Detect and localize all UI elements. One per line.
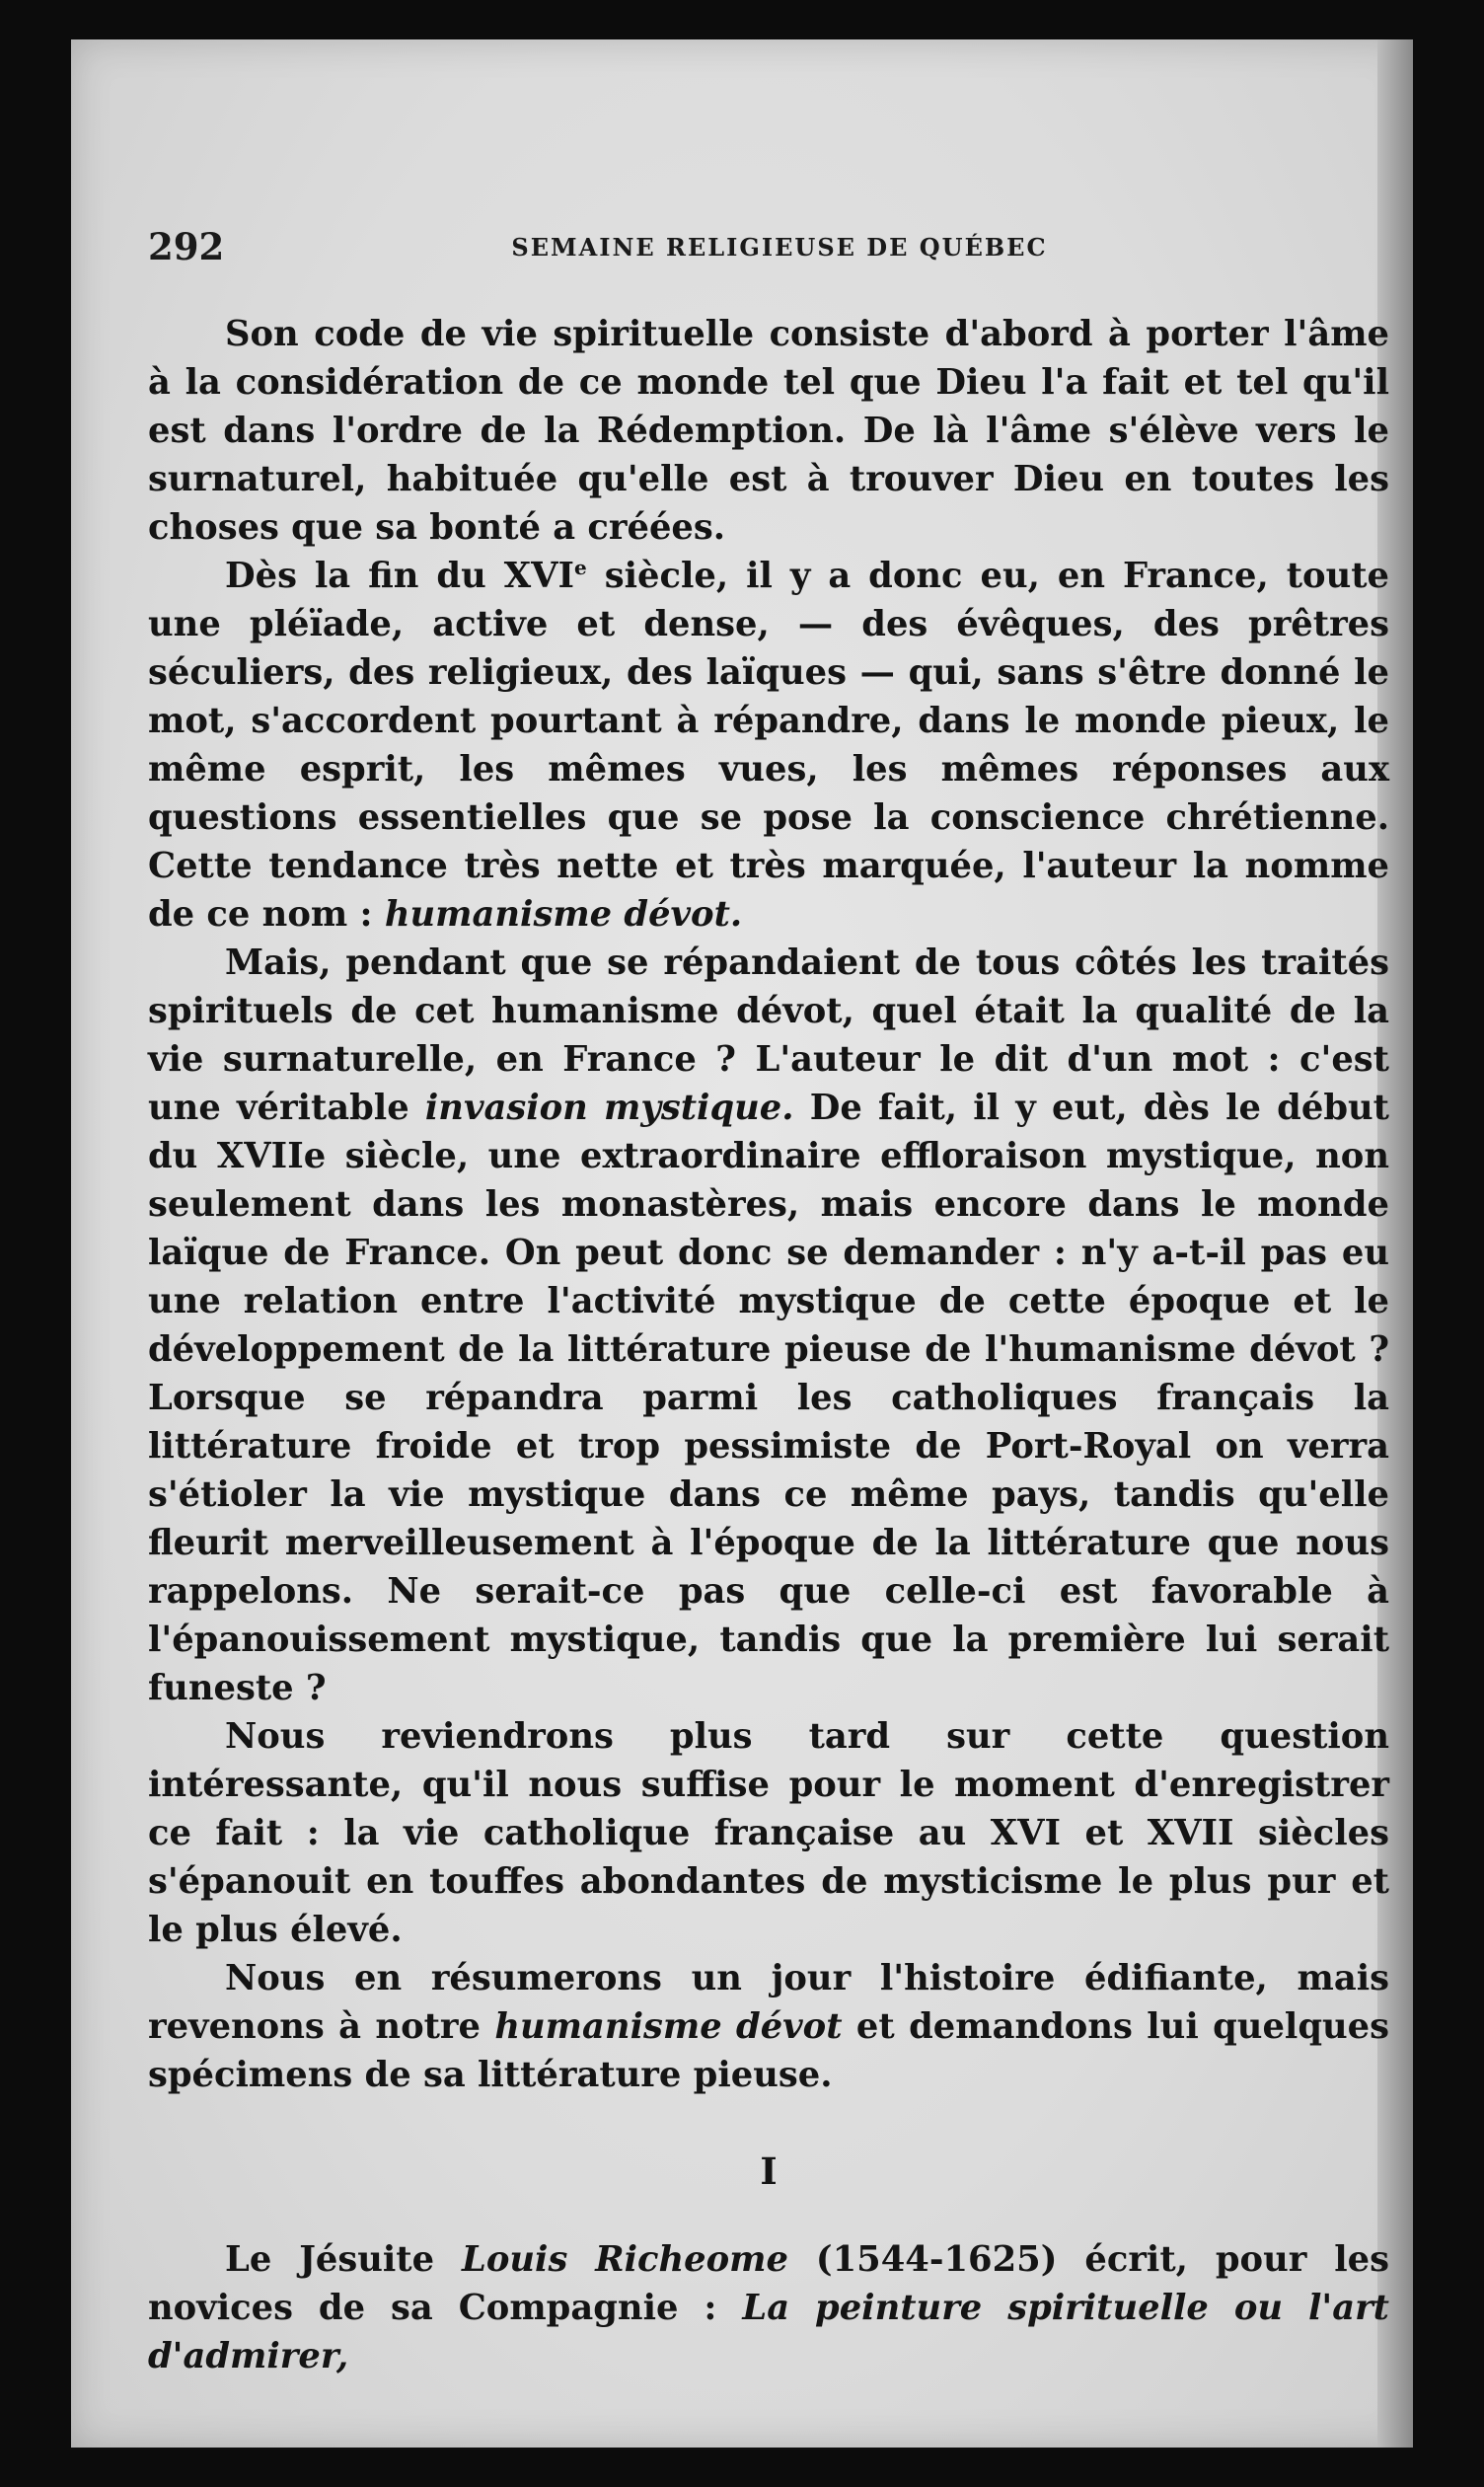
final-text-b: (1544-1625) écrit, pour les novices de sa Compagnie : [148, 2239, 1390, 2328]
paragraph-4-text: Nous reviendrons plus tard sur cette question intéressante, qu'il nous suffise pour le moment d'enregistrer ce fait : la vie catholique française au XVI et XVII siècles s'épanouit en touffes abondantes de mysticisme le plus pur et le plus élevé. [148, 1716, 1389, 1950]
paragraph-2 [148, 552, 1389, 939]
paragraph-5-italic: humanisme dévot [494, 2006, 843, 2047]
paragraph-1-text: Son code de vie spirituelle consiste d'abord à porter l'âme à la considération de ce monde tel que Dieu l'a fait et tel qu'il est dans l'ordre de la Rédemption. De là l'âme s'élève vers le surnaturel, habituée qu'elle est à trouver Dieu en toutes les choses que sa bonté a créées. [148, 314, 1389, 548]
page-number: 292 [148, 225, 225, 268]
paragraph-3-text-a: Mais, pendant que se répandaient de tous côtés les traités spirituels de cet humanisme dévot, quel était la qualité de la vie surnaturelle, en France ? L'auteur le dit d'un mot : c'est une véritable [148, 942, 1389, 1128]
final-italic-title: La peinture spirituelle ou l'art d'admirer, [148, 2288, 1389, 2376]
paragraph-final [148, 2235, 1389, 2380]
running-head: SEMAINE RELIGIEUSE DE QUÉBEC [511, 233, 1048, 262]
section-number: I [760, 2149, 778, 2193]
paragraph-2-text-a: Dès la fin du XVI [225, 556, 575, 596]
paragraph-3 [148, 939, 1389, 1712]
paragraph-3-italic: invasion mystique. [424, 1088, 794, 1128]
superscript-e: e [574, 556, 587, 580]
final-text-a: Le Jésuite [225, 2239, 463, 2280]
paragraph-5 [148, 1954, 1389, 2099]
paragraph-1 [148, 310, 1389, 552]
body-text [148, 310, 1389, 2380]
paragraph-5-text-a: Nous en résumerons un jour l'histoire édifiante, mais revenons à notre [148, 1958, 1389, 2047]
paragraph-5-text-b: et demandons lui quelques spécimens de sa littérature pieuse. [148, 2006, 1389, 2095]
paragraph-2-italic: humanisme dévot. [384, 894, 743, 935]
final-italic-name: Louis Richeome [462, 2239, 788, 2280]
paragraph-3-text-b: De fait, il y eut, dès le début du XVIIe siècle, une extraordinaire effloraison mystique, non seulement dans les monastères, mais encore dans le monde laïque de France. On peut donc se demander : n'y a-t-il pas eu une relation entre l'activité mystique de cette époque et le développement de la littérature pieuse de l'humanisme dévot ? Lorsque se répandra parmi les catholiques français la littérature froide et trop pessimiste de Port-Royal on verra s'étioler la vie mystique dans ce même pays, tandis qu'elle fleurit merveilleusement à l'époque de la littérature que nous rappelons. Ne serait-ce pas que celle-ci est favorable à l'épanouissement mystique, tandis que la première lui serait funeste ? [148, 1088, 1389, 1708]
paragraph-4 [148, 1712, 1389, 1954]
paragraph-2-text-b: siècle, il y a donc eu, en France, toute une pléïade, active et dense, — des évêques, des prêtres séculiers, des religieux, des laïques — qui, sans s'être donné le mot, s'accordent pourtant à répandre, dans le monde pieux, le même esprit, les mêmes vues, les mêmes réponses aux questions essentielles que se pose la conscience chrétienne. Cette tendance très nette et très marquée, l'auteur la nomme de ce nom : [148, 556, 1389, 935]
page-header [148, 225, 1342, 274]
